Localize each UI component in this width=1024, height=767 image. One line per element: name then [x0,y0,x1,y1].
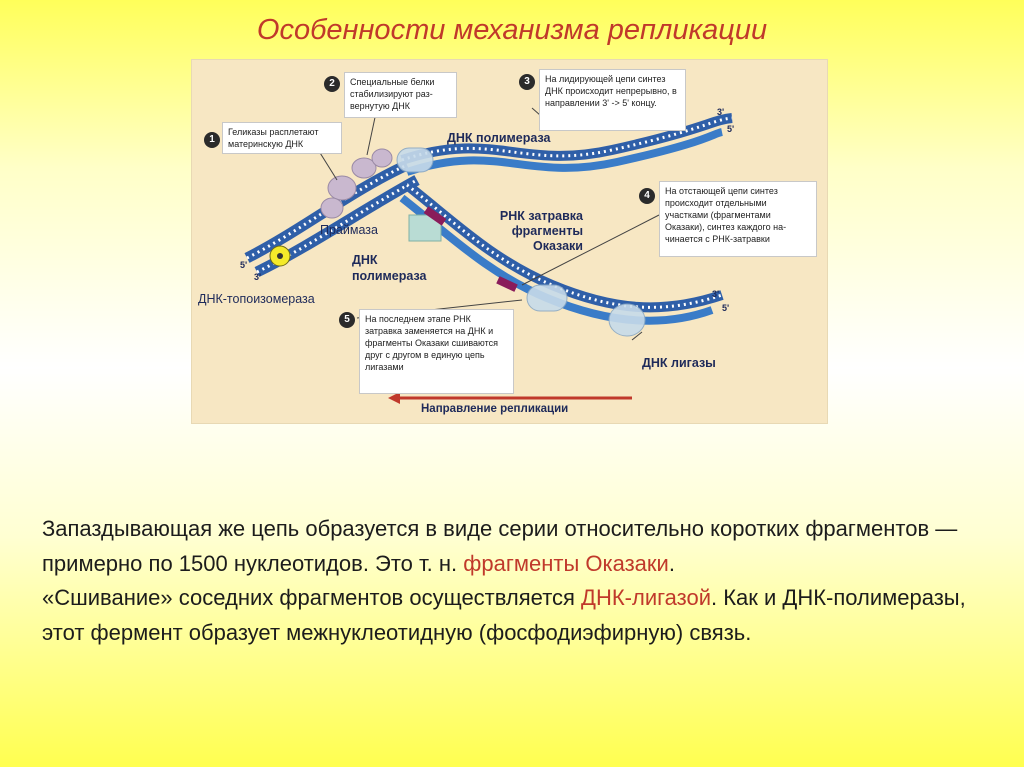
label-topoisomerase: ДНК-топоизомераза [198,292,315,306]
body-text [42,512,1002,650]
replication-diagram [191,59,828,424]
callout-4 [659,181,817,257]
dna-ligase-term: ДНК-лигазой [581,585,711,610]
step-4-badge: 4 [639,188,655,204]
label-dna-polymerase-top: ДНК полимераза [447,131,551,145]
okazaki-fragments-term: фрагменты Оказаки [463,550,669,576]
step-5-badge: 5 [339,312,355,328]
label-primase: Праймаза [320,223,378,237]
label-rna-primer [483,209,583,254]
paragraph-1-part-b: . [668,550,675,576]
slide-title: Особенности механизма репликации [256,14,768,46]
step-2-badge: 2 [324,76,340,92]
label-rna-primer-text: РНК затравка [499,209,583,223]
callout-1-text: Геликазы расплетают материнскую ДНК [228,127,319,149]
paragraph-2-part-a: «Сшивание» соседних фрагментов осуществляется [42,585,582,610]
step-3-badge: 3 [519,74,535,90]
label-replication-direction: Направление репликации [421,403,569,415]
end-top-3: 3' [717,107,725,117]
step-1-badge: 1 [204,132,220,148]
callout-2-text: Специальные белки стабилизируют раз-вернутую ДНК [350,77,435,111]
callout-1 [222,122,342,154]
callout-4-text: На отстающей цепи синтез происходит отдельными участками (фрагментами Оказаки), синтез каждого на-чинается с РНК-затравки [665,186,787,244]
end-left-5: 5' [240,260,248,270]
callout-3-text: На лидирующей цепи синтез ДНК происходит непрерывно, в направлении 3' -> 5' концу. [545,74,677,108]
paragraph-2-part-b: . Как и ДНК-полимеразы, этот фермент образует межнуклеотидную (фосфодиэфирную) связь. [42,585,966,645]
end-bottom-3: 3' [712,289,720,299]
callout-5 [359,309,514,394]
callout-2 [344,72,457,118]
paragraph-1-part-a: Запаздывающая же цепь образуется в виде серии относительно коротких фрагментов — примерно по 1500 нуклеотидов. Это т. н. [42,516,958,576]
label-dna-polymerase-bottom: ДНК полимераза [352,253,427,283]
end-left-3: 3' [254,272,262,282]
end-bottom-5: 5' [722,303,730,313]
callout-3 [539,69,686,131]
label-dna-ligases: ДНК лигазы [642,356,716,370]
label-okazaki-text: фрагменты Оказаки [511,224,583,253]
callout-5-text: На последнем этапе РНК затравка заменяется на ДНК и фрагменты Оказаки сшиваются друг с другом в единую цепь лигазами [365,314,498,372]
end-top-5: 5' [727,124,735,134]
